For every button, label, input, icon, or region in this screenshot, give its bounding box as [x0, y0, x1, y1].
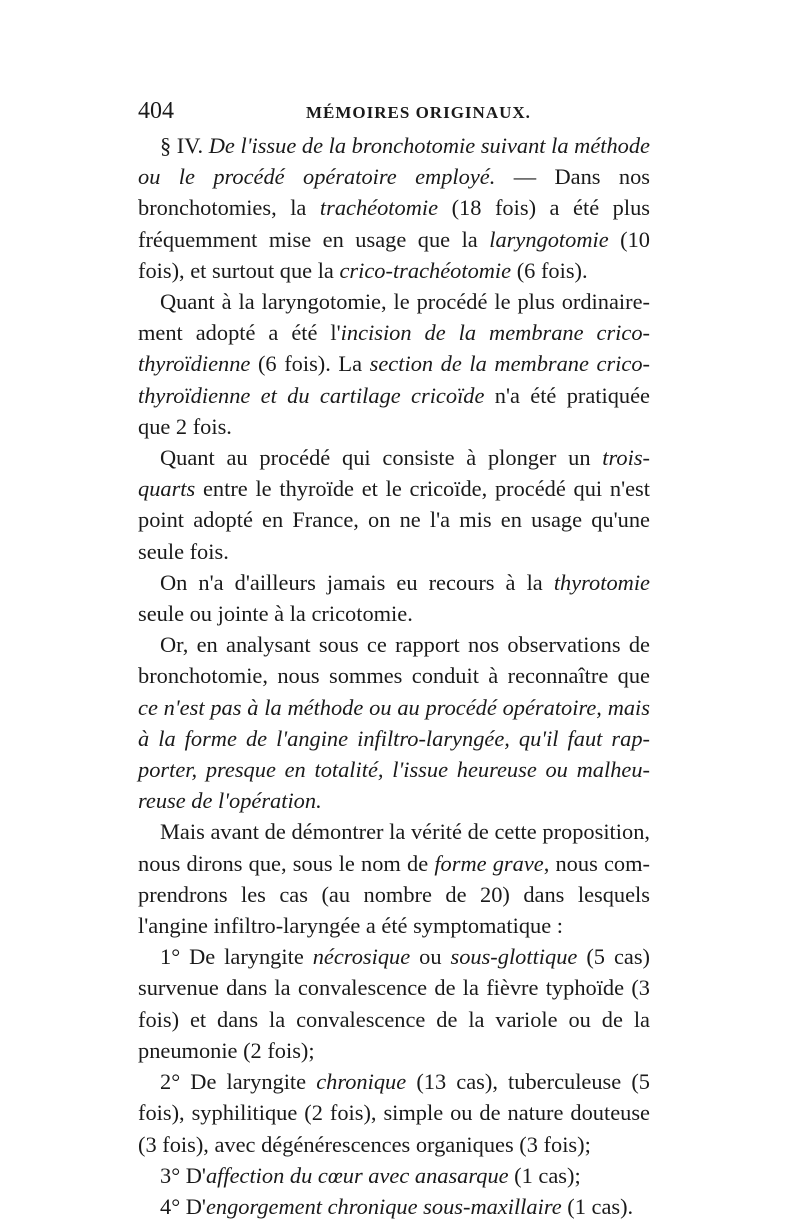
text-run: seule ou jointe à la cricotomie. — [138, 601, 413, 627]
italic-text: ce n'est pas à la méthode ou au procédé opératoire, mais à la forme de l'angine infiltro-laryngée, qu'il faut rapporter, presque en totalité, l'issue heureuse ou malheureuse de l'opération. — [138, 694, 650, 814]
italic-text: trachéotomie — [319, 195, 439, 221]
text-run: Quant à la laryngotomie, le procédé le plus ordinairement adopté a été l' — [138, 289, 650, 346]
text-run: (13 cas), tuberculeuse (5 fois), syphilitique (2 fois), simple ou de nature douteuse (3 fois), avec dégénérescences organiques (3 fois); — [138, 1069, 650, 1157]
text-run: entre le thyroïde et le cricoïde, procédé qui n'est point adopté en France, on ne l'a mis en usage qu'une seule fois. — [138, 476, 650, 564]
text-run: Or, en analysant sous ce rapport nos observations de bronchotomie, nous sommes conduit à reconnaître que — [138, 632, 650, 689]
text-run: (5 cas) survenue dans la convalescence de la fièvre typhoïde (3 fois) et dans la convalescence de la variole ou de la pneumonie (2 fois); — [138, 944, 650, 1063]
paragraph — [138, 567, 650, 629]
paragraph — [138, 130, 650, 286]
italic-text: crico-trachéotomie — [339, 257, 512, 283]
text-run: 3° D' — [160, 1162, 206, 1188]
italic-text: affection du cœur avec anasarque — [205, 1162, 509, 1188]
text-run: , nous comprendrons les cas (au nombre de 20) dans lesquels l'angine infiltro-laryngée a été symptomatique : — [138, 850, 650, 939]
italic-text: engorgement chronique sous-maxillaire — [205, 1193, 562, 1219]
text-run: (18 fois) a été plus fréquemment mise en usage que la — [138, 195, 650, 252]
text-run: 2° De laryngite — [160, 1069, 317, 1095]
italic-text: section de la membrane crico-thyroïdienne et du cartilage cricoïde — [138, 351, 650, 408]
text-run: n'a été pratiquée que 2 fois. — [138, 382, 650, 439]
text-run: (1 cas); — [508, 1162, 581, 1188]
italic-text: laryngotomie — [489, 226, 609, 252]
paragraph — [138, 941, 650, 1066]
paragraph — [138, 629, 650, 816]
italic-text: thyrotomie — [553, 569, 650, 595]
body-text — [138, 130, 650, 1222]
text-run: (6 fois). — [511, 257, 588, 283]
text-run: Quant au procédé qui consiste à plonger un — [160, 445, 603, 471]
paragraph — [138, 1160, 650, 1191]
page-number: 404 — [138, 98, 174, 124]
paragraph — [138, 816, 650, 941]
text-run: ou — [410, 944, 451, 970]
italic-text: chronique — [316, 1069, 407, 1095]
page-header — [138, 98, 650, 130]
paragraph — [138, 442, 650, 567]
paragraph — [138, 1191, 650, 1222]
italic-text: sous-glottique — [450, 944, 578, 970]
text-run: § IV. — [160, 133, 209, 158]
italic-text: forme grave — [434, 850, 544, 876]
paragraph — [138, 1066, 650, 1160]
text-run: 1° De laryngite — [160, 944, 313, 970]
text-run: (1 cas). — [561, 1193, 634, 1219]
text-run: (6 fois). La — [250, 351, 370, 377]
paragraph — [138, 286, 650, 442]
text-run: 4° D' — [160, 1193, 206, 1219]
italic-text: nécrosique — [312, 944, 411, 970]
italic-text: De l'issue de la bronchotomie suivant la méthode ou le procédé opératoire employé. — [138, 133, 650, 190]
text-run: On n'a d'ailleurs jamais eu recours à la — [160, 569, 554, 595]
text-run: — Dans nos bronchotomies, la — [138, 164, 650, 221]
italic-text: trois-quarts — [138, 445, 650, 502]
running-head: MÉMOIRES ORIGINAUX. — [306, 103, 531, 122]
italic-text: incision de la membrane crico-thyroïdienne — [138, 320, 650, 377]
text-run: Mais avant de démontrer la vérité de cette proposition, nous dirons que, sous le nom de — [138, 819, 650, 876]
text-run: (10 fois), et surtout que la — [138, 226, 651, 283]
